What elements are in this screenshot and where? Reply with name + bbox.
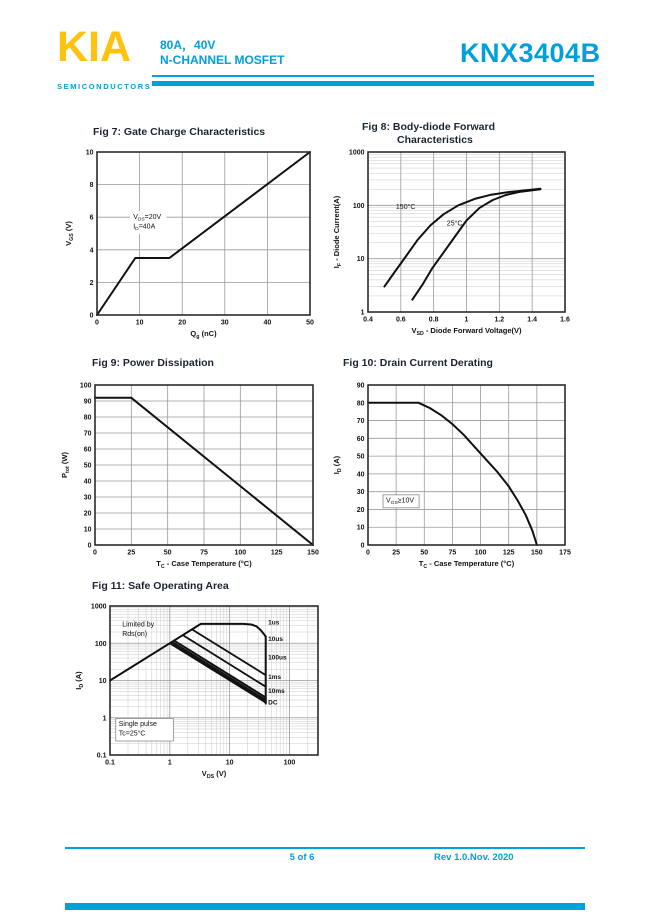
part-number: KNX3404B (460, 38, 601, 68)
svg-text:30: 30 (356, 489, 365, 497)
chart-canvas-fig10 (330, 373, 583, 573)
svg-text:50: 50 (163, 549, 172, 557)
series-10ms-limit (172, 642, 265, 700)
svg-text:0: 0 (93, 549, 97, 557)
svg-text:0: 0 (89, 312, 94, 320)
svg-text:4: 4 (89, 247, 94, 255)
svg-text:60: 60 (356, 435, 365, 443)
svg-text:0: 0 (360, 542, 365, 550)
svg-text:10: 10 (83, 526, 92, 534)
chart-annotation: DC (268, 699, 278, 707)
svg-text:2: 2 (89, 279, 94, 287)
fig9-title: Fig 9: Power Dissipation (92, 357, 214, 369)
svg-text:30: 30 (83, 494, 92, 502)
svg-text:50: 50 (356, 453, 365, 461)
svg-text:0.8: 0.8 (428, 316, 439, 324)
svg-text:30: 30 (220, 319, 229, 327)
chart-annotation: 1us (268, 619, 280, 627)
svg-text:10: 10 (85, 149, 94, 157)
x-axis-label: $V_{SD}$ - Diode Forward Voltage(V) (411, 326, 522, 337)
chart-annotation: Limited by (122, 621, 155, 629)
chart-canvas-fig11 (72, 594, 337, 786)
figure-power-dissipation (58, 373, 330, 573)
svg-text:1: 1 (464, 316, 469, 324)
svg-text:0: 0 (366, 549, 370, 557)
page-indicator: 5 of 6 (289, 852, 315, 863)
device-rating: 80A，40V (160, 38, 216, 52)
chart-annotation: 10ms (268, 688, 285, 696)
svg-text:40: 40 (356, 471, 365, 479)
svg-text:8: 8 (89, 182, 94, 190)
svg-text:125: 125 (270, 549, 283, 557)
y-axis-label: $I_D$ (A) (332, 455, 343, 475)
svg-text:50: 50 (306, 319, 314, 327)
svg-text:25: 25 (392, 549, 401, 557)
svg-text:50: 50 (83, 462, 92, 470)
svg-text:1.2: 1.2 (494, 316, 505, 324)
svg-text:125: 125 (502, 549, 515, 557)
chart-annotation: $V_{DS}=20V$ (133, 213, 162, 223)
svg-text:20: 20 (83, 510, 92, 518)
svg-text:10: 10 (225, 759, 234, 767)
svg-text:100: 100 (79, 382, 92, 390)
figure-current-derating (330, 373, 583, 573)
svg-text:1: 1 (360, 309, 365, 317)
svg-text:70: 70 (83, 430, 92, 438)
svg-text:90: 90 (356, 382, 365, 390)
fig11-title: Fig 11: Safe Operating Area (92, 580, 229, 592)
chart-annotation: $V_{GS}\ge 10V$ (386, 497, 415, 507)
svg-text:10: 10 (135, 319, 144, 327)
x-axis-label: $T_C$ - Case Temperature (°C) (418, 559, 515, 570)
series-dc-limit (171, 644, 266, 703)
svg-text:0.1: 0.1 (96, 752, 107, 760)
svg-text:60: 60 (83, 446, 92, 454)
footer-rule (65, 847, 585, 849)
chart-annotation: Rds(on) (122, 631, 148, 639)
chart-annotation: 10us (268, 635, 283, 643)
chart-annotation: 25°C (446, 220, 463, 228)
series-25-c (412, 189, 540, 299)
y-axis-label: $I_F$ - Diode Current(A) (332, 195, 343, 269)
svg-text:25: 25 (127, 549, 136, 557)
svg-text:0.1: 0.1 (105, 759, 115, 767)
revision-label: Rev 1.0.Nov. 2020 (434, 852, 514, 863)
y-axis-label: $V_{GS}$ (V) (64, 221, 75, 246)
svg-text:0: 0 (87, 542, 92, 550)
svg-text:90: 90 (83, 398, 92, 406)
figure-body-diode (330, 140, 582, 352)
svg-text:0.4: 0.4 (363, 316, 373, 324)
chart-canvas-fig9 (58, 373, 330, 573)
x-axis-label: $T_C$ - Case Temperature (°C) (156, 559, 252, 570)
svg-text:0.6: 0.6 (395, 316, 406, 324)
y-axis-label: $P_{tot}$ (W) (60, 452, 71, 478)
chart-canvas-fig7 (62, 140, 327, 352)
svg-text:75: 75 (200, 549, 208, 557)
svg-text:40: 40 (263, 319, 272, 327)
fig10-title: Fig 10: Drain Current Derating (343, 357, 493, 369)
svg-text:20: 20 (178, 319, 187, 327)
svg-text:1000: 1000 (348, 149, 365, 157)
svg-text:150: 150 (307, 549, 319, 557)
svg-text:175: 175 (559, 549, 571, 557)
svg-text:0: 0 (95, 319, 99, 327)
svg-text:100: 100 (352, 202, 365, 210)
svg-text:100: 100 (94, 640, 107, 648)
chart-annotation: Single pulse (118, 721, 157, 729)
figure-gate-charge (62, 140, 327, 352)
footer-bar (65, 903, 585, 910)
svg-text:50: 50 (420, 549, 429, 557)
figure-soa (72, 594, 337, 786)
series-gate-charge-curve (97, 152, 310, 315)
series-10us-limit (192, 629, 266, 675)
svg-text:10: 10 (356, 524, 365, 532)
chart-annotation: 100us (268, 654, 287, 662)
y-axis-label: $I_D$ (A) (74, 671, 85, 690)
fig7-title: Fig 7: Gate Charge Characteristics (93, 126, 266, 138)
svg-text:40: 40 (83, 478, 92, 486)
svg-text:1.4: 1.4 (527, 316, 538, 324)
svg-text:100: 100 (283, 759, 296, 767)
svg-text:1.6: 1.6 (560, 316, 570, 324)
svg-text:150: 150 (531, 549, 543, 557)
chart-annotation: 1ms (268, 673, 282, 681)
logo-subtext: SEMICONDUCTORS (57, 82, 152, 91)
header-rule-thin (152, 75, 594, 77)
svg-text:10: 10 (356, 256, 365, 264)
chart-annotation: 150°C (395, 204, 416, 212)
svg-text:80: 80 (356, 400, 365, 408)
svg-text:1000: 1000 (90, 603, 107, 611)
svg-text:80: 80 (83, 414, 92, 422)
fig8-title: Fig 8: Body-diode Forward (362, 121, 495, 133)
chart-annotation: $I_D=40A$ (133, 223, 156, 233)
svg-text:100: 100 (474, 549, 487, 557)
x-axis-label: $V_{DS}$ (V) (201, 769, 227, 780)
svg-text:75: 75 (448, 549, 457, 557)
svg-text:100: 100 (234, 549, 247, 557)
kia-logo: KIA (57, 23, 132, 71)
fig8-subtitle: Characteristics (397, 134, 473, 146)
device-type: N-CHANNEL MOSFET (160, 53, 285, 67)
svg-text:20: 20 (356, 506, 365, 514)
header-rule-thick (152, 81, 594, 86)
svg-text:1: 1 (167, 759, 172, 767)
series-100us-limit (183, 635, 266, 687)
svg-text:10: 10 (98, 678, 107, 685)
svg-text:6: 6 (89, 214, 94, 222)
svg-text:1: 1 (102, 715, 107, 723)
series-1us-limit (201, 624, 266, 637)
chart-annotation: Tc=25°C (118, 730, 146, 738)
chart-canvas-fig8 (330, 140, 582, 352)
x-axis-label: $Q_g$ (nC) (190, 329, 217, 340)
svg-text:70: 70 (356, 418, 365, 426)
